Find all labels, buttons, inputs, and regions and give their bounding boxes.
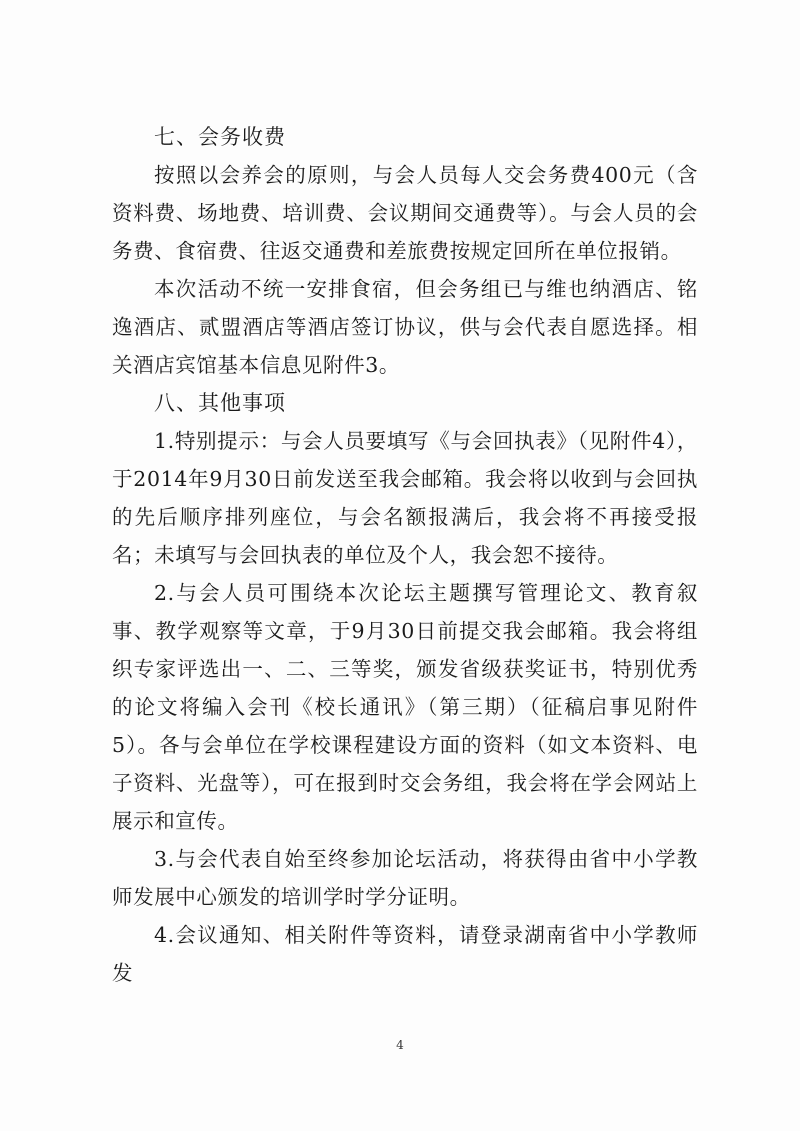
paragraph-item-4-website: 4.会议通知、相关附件等资料，请登录湖南省中小学教师发 [112, 923, 698, 985]
paragraph-accommodation: 本次活动不统一安排食宿，但会务组已与维也纳酒店、铭逸酒店、贰盟酒店等酒店签订协议，供与会代表自愿选择。相关酒店宾馆基本信息见附件3。 [112, 277, 698, 377]
section-heading-other-matters: 八、其他事项 [154, 391, 286, 415]
paragraph-item-3-credits: 3.与会代表自始至终参加论坛活动，将获得由省中小学教师发展中心颁发的培训学时学分证明。 [112, 847, 698, 909]
paragraph-item-2-papers: 2.与会人员可围绕本次论坛主题撰写管理论文、教育叙事、教学观察等文章，于9月30日前提交我会邮箱。我会将组织专家评选出一、二、三等奖，颁发省级获奖证书，特别优秀的论文将编入会刊《校长通讯》（第三期）（征稿启事见附件5）。各与会单位在学校课程建设方面的资料（如文本资料、电子资料、光盘等），可在报到时交会务组，我会将在学会网站上展示和宣传。 [112, 581, 698, 833]
document-body [112, 118, 698, 992]
page-number: 4 [396, 1038, 404, 1052]
section-heading-fees: 七、会务收费 [154, 125, 286, 149]
paragraph-item-1-reminder: 1.特别提示：与会人员要填写《与会回执表》（见附件4），于2014年9月30日前发送至我会邮箱。我会将以收到与会回执的先后顺序排列座位，与会名额报满后，我会将不再接受报名；未填写与会回执表的单位及个人，我会恕不接待。 [112, 429, 698, 567]
paragraph-fee-rules: 按照以会养会的原则，与会人员每人交会务费400元（含资料费、场地费、培训费、会议期间交通费等）。与会人员的会务费、食宿费、往返交通费和差旅费按规定回所在单位报销。 [112, 163, 698, 263]
